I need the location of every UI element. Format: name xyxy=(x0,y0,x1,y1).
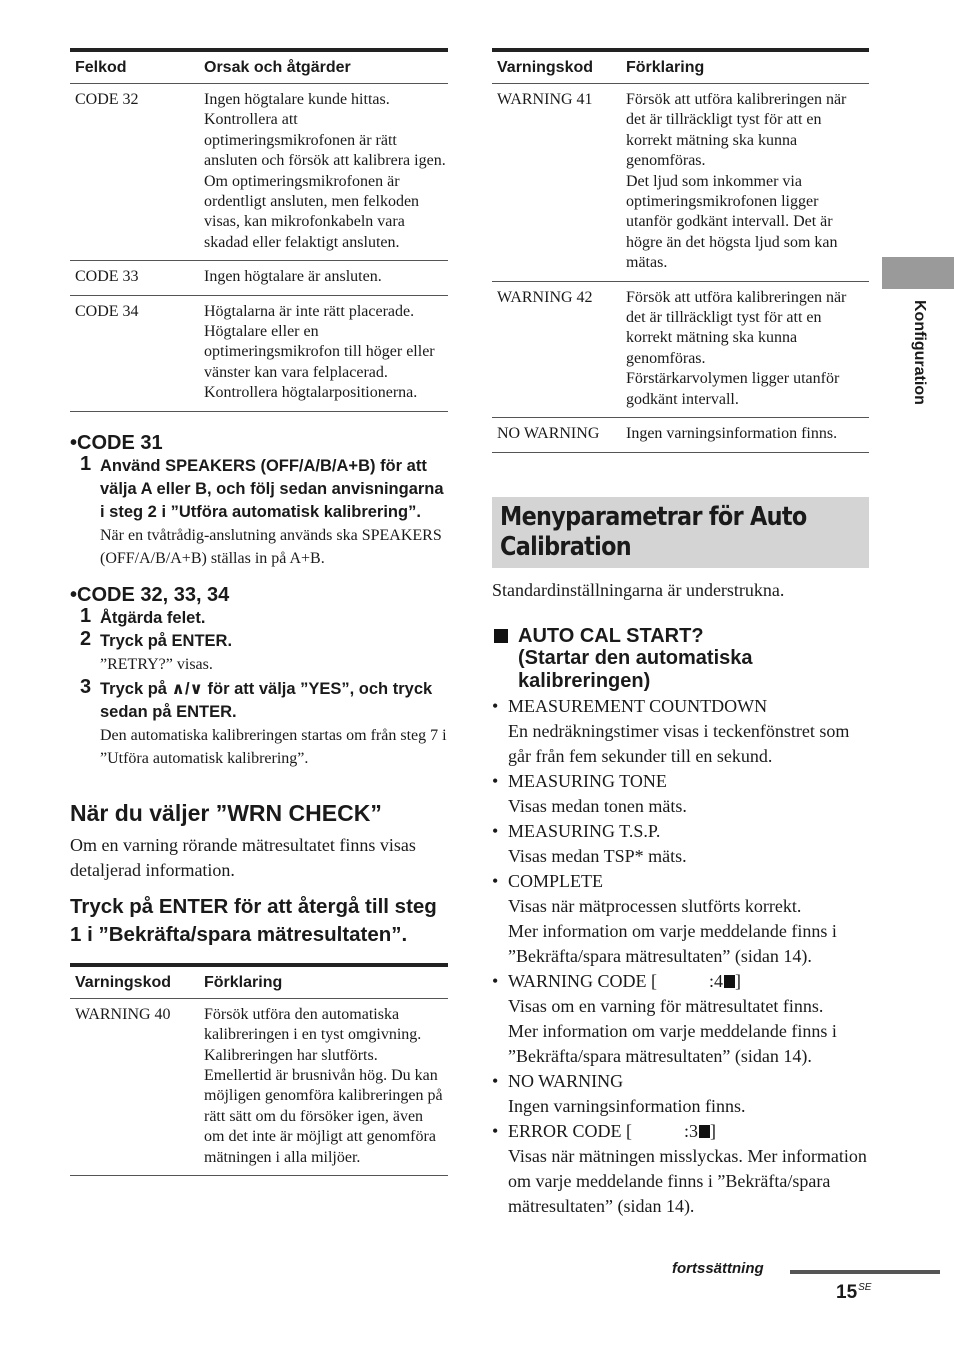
page-number-suffix: SE xyxy=(858,1282,872,1293)
option-suffix: :4 xyxy=(708,971,723,991)
bullet-icon: • xyxy=(492,696,499,716)
list-item: • ERROR CODE [ :3 ] Visas när mätningen misslyckas. Mer information om varje meddelande finns i ”Bekräfta/spara mätresultaten” (sidan 14). xyxy=(492,1121,867,1216)
step-note: När en tvåtrådig-anslutning används ska SPEAKERS (OFF/A/B/A+B) ställas in på A+B. xyxy=(100,526,442,567)
code32-block xyxy=(70,584,448,770)
table-cell-code: NO WARNING xyxy=(497,425,600,443)
table-header-varningskod: Varningskod xyxy=(70,965,199,999)
table-cell-desc: Ingen högtalare är ansluten. xyxy=(199,261,448,295)
table-header-varningskod: Varningskod xyxy=(492,50,621,84)
code32-heading: •CODE 32, 33, 34 xyxy=(70,583,230,606)
auto-cal-start-label: AUTO CAL START? (Startar den automatiska kalibreringen) xyxy=(518,624,753,692)
table-cell-desc: Ingen högtalare kunde hittas. Kontrollera att optimeringsmikrofonen är rätt ansluten och försök att kalibrera igen. Om optimeringsmikrofonen är ordentligt ansluten, men felkoden visas, kan mikrofonkabeln vara skadad eller felaktigt ansluten. xyxy=(199,84,448,261)
option-name: MEASURING TONE xyxy=(508,771,667,791)
table-cell-desc: Ingen varningsinformation finns. xyxy=(626,425,838,443)
bullet-icon: • xyxy=(492,971,499,991)
list-item xyxy=(492,694,869,769)
table-header-forklaring: Förklaring xyxy=(621,50,869,84)
bullet-icon: • xyxy=(492,871,499,891)
right-column xyxy=(492,48,869,1219)
table-cell-code: WARNING 41 xyxy=(492,84,621,282)
step-item xyxy=(70,604,448,630)
code31-block xyxy=(70,432,448,570)
code31-heading: •CODE 31 xyxy=(70,431,163,454)
table-row xyxy=(492,84,869,282)
table-cell-code: CODE 34 xyxy=(75,302,139,320)
step-number: 1 xyxy=(80,604,92,627)
table-cell-code: CODE 32 xyxy=(70,84,199,261)
table-row xyxy=(70,84,448,261)
step-number: 1 xyxy=(80,452,92,475)
step-note: ”RETRY?” visas. xyxy=(100,655,213,673)
step-note: Den automatiska kalibreringen startas om från steg 7 i ”Utföra automatisk kalibrering”. xyxy=(100,726,447,767)
wrn-check-instruction: Tryck på ENTER för att återgå till steg 1 i ”Bekräfta/spara mätresultaten”. xyxy=(70,894,437,946)
menu-section-title-text: Menyparametrar för Auto Calibration xyxy=(500,501,807,562)
bullet-icon: • xyxy=(492,1121,499,1141)
option-desc: Visas medan tonen mäts. xyxy=(508,796,687,816)
option-name: NO WARNING xyxy=(508,1071,624,1091)
black-square-icon xyxy=(724,975,735,988)
continued-label: fortssättning xyxy=(672,1260,764,1277)
left-column xyxy=(70,48,448,1176)
option-desc: Ingen varningsinformation finns. xyxy=(508,1096,746,1116)
table-row xyxy=(70,295,448,411)
option-name: MEASURING T.S.P. xyxy=(508,821,661,841)
step-text: Tryck på ∧/∨ för att välja ”YES”, och tryck sedan på ENTER. xyxy=(100,679,433,721)
side-tab-marker xyxy=(882,257,954,289)
step-number: 3 xyxy=(80,675,92,698)
error-code-table xyxy=(70,48,448,412)
auto-cal-start-heading xyxy=(492,625,869,693)
menu-section-title-box xyxy=(492,497,869,568)
step-item xyxy=(70,675,448,724)
step-number: 2 xyxy=(80,627,92,650)
step-text: Använd SPEAKERS (OFF/A/B/A+B) för att välja A eller B, och följ sedan anvisningarna i steg 2 i ”Utföra automatisk kalibrering”. xyxy=(100,456,444,521)
wrn-check-heading: När du väljer ”WRN CHECK” xyxy=(70,799,382,826)
wrn-check-body: Om en varning rörande mätresultatet finns visas detaljerad information. xyxy=(70,834,416,880)
page-number-value: 15 xyxy=(836,1282,858,1303)
warning-table-left xyxy=(70,963,448,1176)
bullet-icon: • xyxy=(492,771,499,791)
bullet-icon: • xyxy=(492,1071,499,1091)
list-item xyxy=(492,869,869,969)
option-name: ERROR CODE [ xyxy=(508,1121,633,1141)
table-row xyxy=(70,998,448,1175)
table-row xyxy=(70,261,448,295)
table-header-orsak: Orsak och åtgärder xyxy=(199,50,448,84)
table-cell-code: WARNING 40 xyxy=(75,1005,171,1023)
table-cell-desc: Försök att utföra kalibreringen när det är tillräckligt tyst för att en korrekt mätning ska kunna genomföras. Förstärkarvolymen ligger utanför godkänt intervall. xyxy=(621,281,869,417)
table-cell-code: CODE 33 xyxy=(70,261,199,295)
warning-table-right xyxy=(492,48,869,453)
option-desc: Visas medan TSP* mäts. xyxy=(508,846,687,866)
list-item xyxy=(492,819,869,869)
step-text: Tryck på ENTER. xyxy=(100,631,233,650)
option-name: WARNING CODE [ xyxy=(508,971,657,991)
black-square-icon xyxy=(699,1125,710,1138)
table-header-forklaring: Förklaring xyxy=(199,965,448,999)
wrn-check-section xyxy=(70,800,448,949)
bullet-icon: • xyxy=(492,821,499,841)
table-row xyxy=(492,281,869,417)
table-cell-desc: Försök att utföra kalibreringen när det är tillräckligt tyst för att en korrekt mätning ska kunna genomföras. Det ljud som inkommer via optimeringsmikrofonen ligger utanför godkänt intervall. Det är högre än det högsta ljud som kan mätas. xyxy=(621,84,869,282)
table-cell-desc: Försök utföra den automatiska kalibreringen i en tyst omgivning. Kalibreringen har slutförts. Emellertid är brusnivån hög. Du kan möjligen genomföra kalibreringen på rätt sätt om du försöker igen, även om det inte är möjligt att genomföra mätningen i alla miljöer. xyxy=(204,1005,443,1166)
list-item xyxy=(492,769,869,819)
option-list xyxy=(492,694,869,1219)
table-header-felkod: Felkod xyxy=(70,50,199,84)
table-cell-code: WARNING 42 xyxy=(492,281,621,417)
side-label xyxy=(906,300,930,440)
step-item xyxy=(70,627,448,653)
option-suffix: :3 xyxy=(684,1121,699,1141)
option-name: COMPLETE xyxy=(508,871,604,891)
continued-rule xyxy=(790,1270,940,1274)
list-item: • WARNING CODE [ :4 ] Visas om en varning för mätresultatet finns. Mer information om varje meddelande finns i ”Bekräfta/spara mätresultaten” (sidan 14). xyxy=(492,971,837,1066)
side-label-text: Konfiguration xyxy=(911,300,928,405)
option-desc: Visas när mätprocessen slutförts korrekt. Mer information om varje meddelande finns i ”Bekräfta/spara mätresultaten” (sidan 14). xyxy=(508,896,837,966)
menu-section-title xyxy=(500,502,810,562)
table-cell-desc: Högtalarna är inte rätt placerade. Högtalare eller en optimeringsmikrofon till höger eller vänster kan vara felplacerad. Kontrollera högtalarpositionerna. xyxy=(204,302,435,402)
option-name: MEASUREMENT COUNTDOWN xyxy=(508,696,768,716)
square-bullet-icon xyxy=(494,629,508,643)
menu-section-intro: Standardinställningarna är understrukna. xyxy=(492,579,785,600)
page-number xyxy=(836,1282,871,1304)
option-desc: En nedräkningstimer visas i teckenfönstret som går från fem sekunder till en sekund. xyxy=(508,721,850,766)
step-item xyxy=(70,452,448,524)
step-text: Åtgärda felet. xyxy=(100,608,206,627)
list-item xyxy=(492,1069,869,1119)
table-row xyxy=(492,418,869,452)
option-desc: Visas om en varning för mätresultatet finns. Mer information om varje meddelande finns i ”Bekräfta/spara mätresultaten” (sidan 14). xyxy=(508,996,837,1066)
option-desc: Visas när mätningen misslyckas. Mer information om varje meddelande finns i ”Bekräfta/spara mätresultaten” (sidan 14). xyxy=(508,1146,867,1216)
